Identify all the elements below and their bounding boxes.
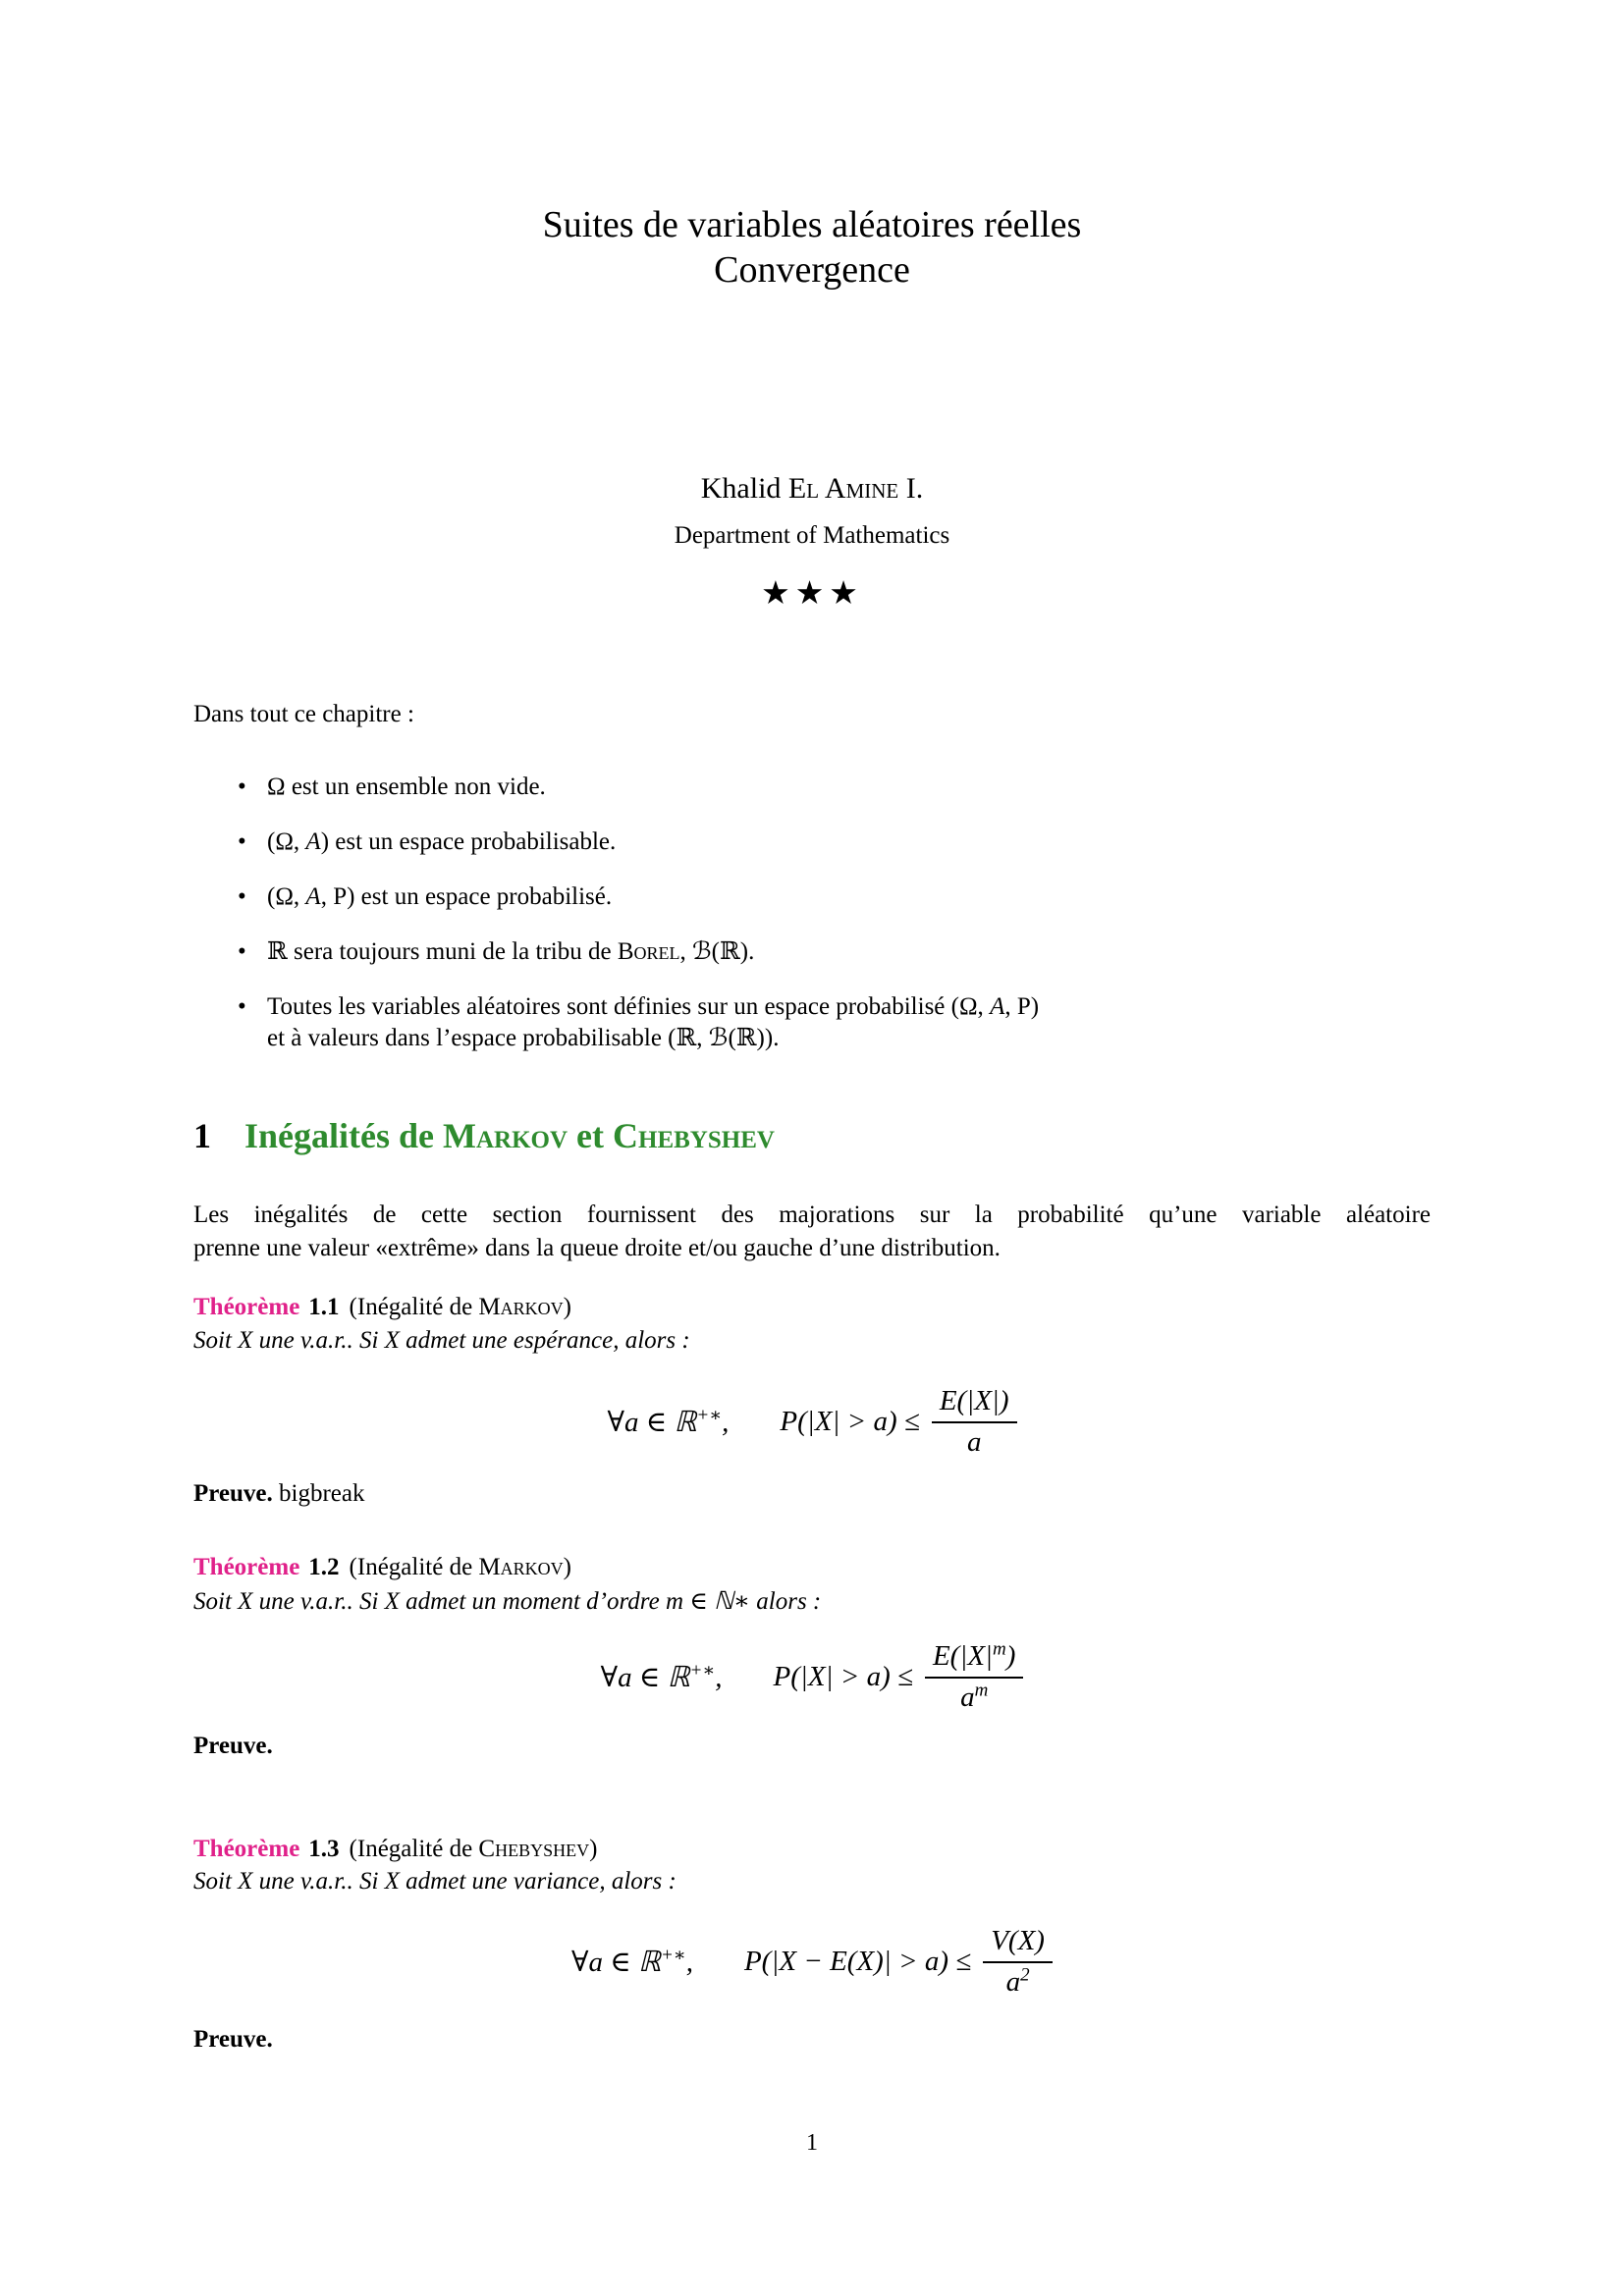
list-item: • Toutes les variables aléatoires sont définies sur un espace probabilisé (Ω, A, P) et à valeurs dans l’espace probabilisable (ℝ, ℬ(ℝ)).	[238, 993, 1040, 1051]
bullet-icon: •	[238, 883, 246, 910]
bullet-icon: •	[238, 774, 246, 800]
theorem-1-1-statement: Soit X une v.a.r.. Si X admet une espérance, alors :	[193, 1327, 690, 1354]
document-title-line2: Convergence	[714, 249, 910, 291]
theorem-label: Théorème	[193, 1836, 300, 1862]
author-name	[0, 472, 1624, 506]
chebyshev-smallcaps: Chebyshev	[478, 1836, 590, 1862]
section-number: 1	[193, 1116, 211, 1155]
markov-smallcaps: Markov	[478, 1554, 564, 1580]
list-item: • (Ω, A) est un espace probabilisable.	[193, 827, 1431, 858]
theorem-label: Théorème	[193, 1294, 300, 1320]
bullet-icon: •	[238, 938, 246, 965]
script-B-symbol: ℬ	[691, 938, 712, 965]
theorem-number: 1.3	[308, 1836, 340, 1862]
theorem-1-2-statement: Soit X une v.a.r.. Si X admet un moment d’ordre m ∈ ℕ∗ alors :	[193, 1588, 822, 1615]
theorem-1-2-proof-label: Preuve.	[193, 1733, 273, 1759]
theorem-label: Théorème	[193, 1554, 300, 1580]
markov-smallcaps: Markov	[443, 1116, 568, 1155]
theorem-1-1-proof-label: Preuve. bigbreak	[193, 1480, 365, 1507]
theorem-1-2-heading: Théorème 1.2 (Inégalité de Markov)	[193, 1554, 571, 1580]
theorem-1-2-formula: ∀a ∈ ℝ+∗, P(|X| > a) ≤ $\frac{E(|X|^m)}{a^m}$	[193, 1626, 1431, 1728]
author-suffix: I.	[898, 472, 924, 505]
page-number: 1	[806, 2130, 818, 2156]
script-A-symbol: A	[305, 883, 321, 910]
list-item: • Ω est un ensemble non vide.	[193, 772, 1431, 803]
three-stars-ornament-icon: ★★★	[761, 576, 863, 612]
section-1-heading	[193, 1115, 1431, 1156]
bullet-icon: •	[238, 993, 246, 1020]
fraction: $\frac{E(|X|)}{a}$	[932, 1385, 1017, 1459]
fraction: $\frac{V(X)}{a^2}$	[983, 1925, 1053, 1999]
bullet-icon: •	[238, 828, 246, 855]
theorem-1-3-formula: ∀a ∈ ℝ+∗, P(|X − E(X)| > a) ≤ $\frac{V(X)}{a^2}$	[193, 1906, 1431, 2016]
section-intro-paragraph: Les inégalités de cette section fournissent des majorations sur la probabilité qu’une variable aléatoire prenne une valeur «extrême» dans la queue droite et/ou gauche d’une distribution.	[193, 1201, 1431, 1261]
author-affiliation: Department of Mathematics	[674, 522, 950, 549]
script-B-symbol: ℬ	[708, 1025, 729, 1051]
list-item: • (Ω, A, P) est un espace probabilisé.	[193, 881, 1431, 913]
borel-smallcaps: Borel	[617, 938, 680, 965]
theorem-1-1-formula: ∀a ∈ ℝ+∗, P(|X| > a) ≤ $\frac{E(|X|)}{a}$	[193, 1370, 1431, 1472]
chapter-intro-text: Dans tout ce chapitre :	[193, 701, 414, 727]
author-last-name: El Amine	[787, 472, 899, 505]
theorem-1-3-heading: Théorème 1.3 (Inégalité de Chebyshev)	[193, 1836, 598, 1862]
theorem-1-3-statement: Soit X une v.a.r.. Si X admet une variance, alors :	[193, 1868, 677, 1895]
script-A-symbol: A	[990, 993, 1005, 1020]
theorem-number: 1.1	[308, 1294, 340, 1320]
document-title	[0, 202, 1624, 293]
theorem-1-3-proof-label: Preuve.	[193, 2026, 273, 2053]
script-A-symbol: A	[305, 828, 321, 855]
document-title-line1: Suites de variables aléatoires réelles	[542, 204, 1082, 245]
markov-smallcaps: Markov	[478, 1294, 564, 1320]
fraction: $\frac{E(|X|^m)}{a^m}$	[925, 1640, 1023, 1714]
theorem-number: 1.2	[308, 1554, 340, 1580]
assumptions-list	[193, 772, 1431, 1078]
section-title: Inégalités de Markov et Chebyshev	[244, 1116, 775, 1155]
theorem-1-1-heading: Théorème 1.1 (Inégalité de Markov)	[193, 1294, 571, 1320]
author-first-name: Khalid	[700, 472, 788, 505]
list-item: • ℝ sera toujours muni de la tribu de Borel, ℬ(ℝ).	[193, 936, 1431, 968]
chebyshev-smallcaps: Chebyshev	[613, 1116, 775, 1155]
